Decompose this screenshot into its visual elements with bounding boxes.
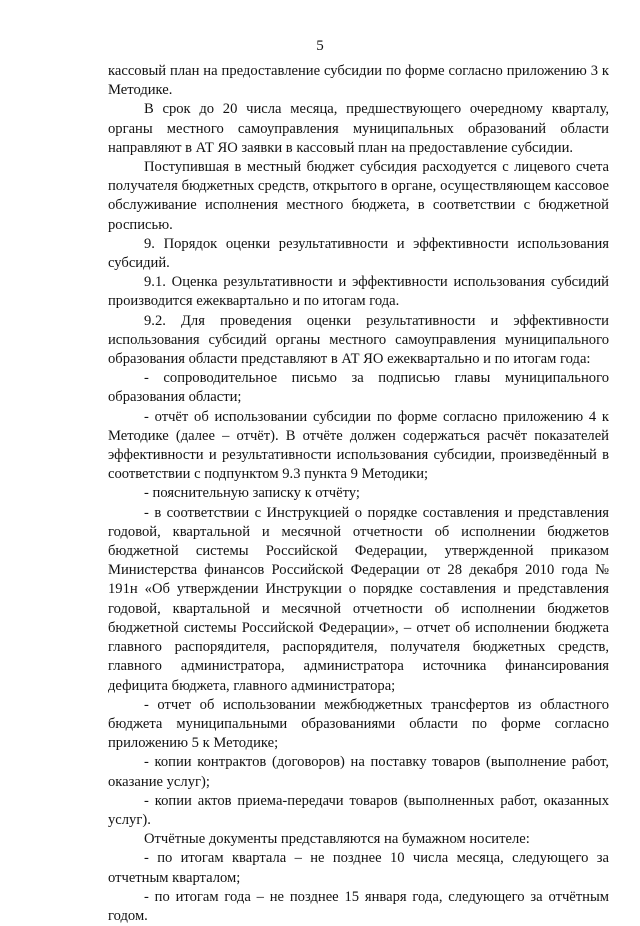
list-item-cover-letter: - сопроводительное письмо за подписью главы муниципального образования области; [108,370,609,406]
list-item-acceptance-act-copies: - копии актов приема-передачи товаров (выполненных работ, оказанных услуг). [108,792,609,828]
clause-9-2: 9.2. Для проведения оценки результативности и эффективности использования субсидий органы местного самоуправления муниципального образования области представляют в АТ ЯО ежеквартально и по итогам года: [108,312,609,368]
list-item-transfers-report: - отчет об использовании межбюджетных трансфертов из областного бюджета муниципальными образованиями области по форме согласно приложению 5 к Методике; [108,696,609,752]
page-number: 5 [316,38,324,54]
list-item-quarterly-deadline: - по итогам квартала – не позднее 10 числа месяца, следующего за отчетным кварталом; [108,850,609,886]
list-item-annual-deadline: - по итогам года – не позднее 15 января года, следующего за отчётным годом. [108,888,609,924]
section-9-heading: 9. Порядок оценки результативности и эффективности использования субсидий. [108,235,609,272]
clause-9-1: 9.1. Оценка результативности и эффективности использования субсидий производится ежеквартально и по итогам года. [108,274,609,310]
list-item-contract-copies: - копии контрактов (договоров) на поставку товаров (выполнение работ, оказание услуг); [108,754,609,790]
list-item-explanatory-note: - пояснительную записку к отчёту; [144,485,360,502]
paragraph-cash-plan-continuation: кассовый план на предоставление субсидии по форме согласно приложению 3 к Методике. [108,63,609,99]
paragraph-application-deadline: В срок до 20 числа месяца, предшествующего очередному кварталу, органы местного самоуправления муниципальных образований области направляют в АТ ЯО заявки в кассовый план на предоставление субсидии. [108,101,609,156]
list-item-budget-execution-report: - в соответствии с Инструкцией о порядке составления и представления годовой, квартальной и месячной отчетности об исполнении бюджетов бюджетной системы Российской Федерации, утвержденной приказом Министерства финансов Российской Федерации от 28 декабря 2010 года № 191н «Об утверждении Инструкции о порядке составления и представления годовой, квартальной и месячной отчетности об исполнении бюджетов бюджетной системы Российской Федерации», – отчет об исполнении бюджета главного распорядителя, распорядителя, получателя бюджетных средств, главного администратора, администратора источника финансирования дефицита бюджета, главного администратора; [108,504,609,694]
document-body [108,62,609,926]
list-item-subsidy-report: - отчёт об использовании субсидии по форме согласно приложению 4 к Методике (далее – отчёт). В отчёте должен содержаться расчёт показателей эффективности и результативности использования субсидии, произведённый в соответствии с подпунктом 9.3 пункта 9 Методики; [108,408,609,483]
paragraph-paper-submission: Отчётные документы представляются на бумажном носителе: [144,831,530,848]
paragraph-subsidy-spending: Поступившая в местный бюджет субсидия расходуется с лицевого счета получателя бюджетных средств, открытого в органе, осуществляющем кассовое обслуживание исполнения местного бюджета, в соответствии с бюджетной росписью. [108,159,609,233]
